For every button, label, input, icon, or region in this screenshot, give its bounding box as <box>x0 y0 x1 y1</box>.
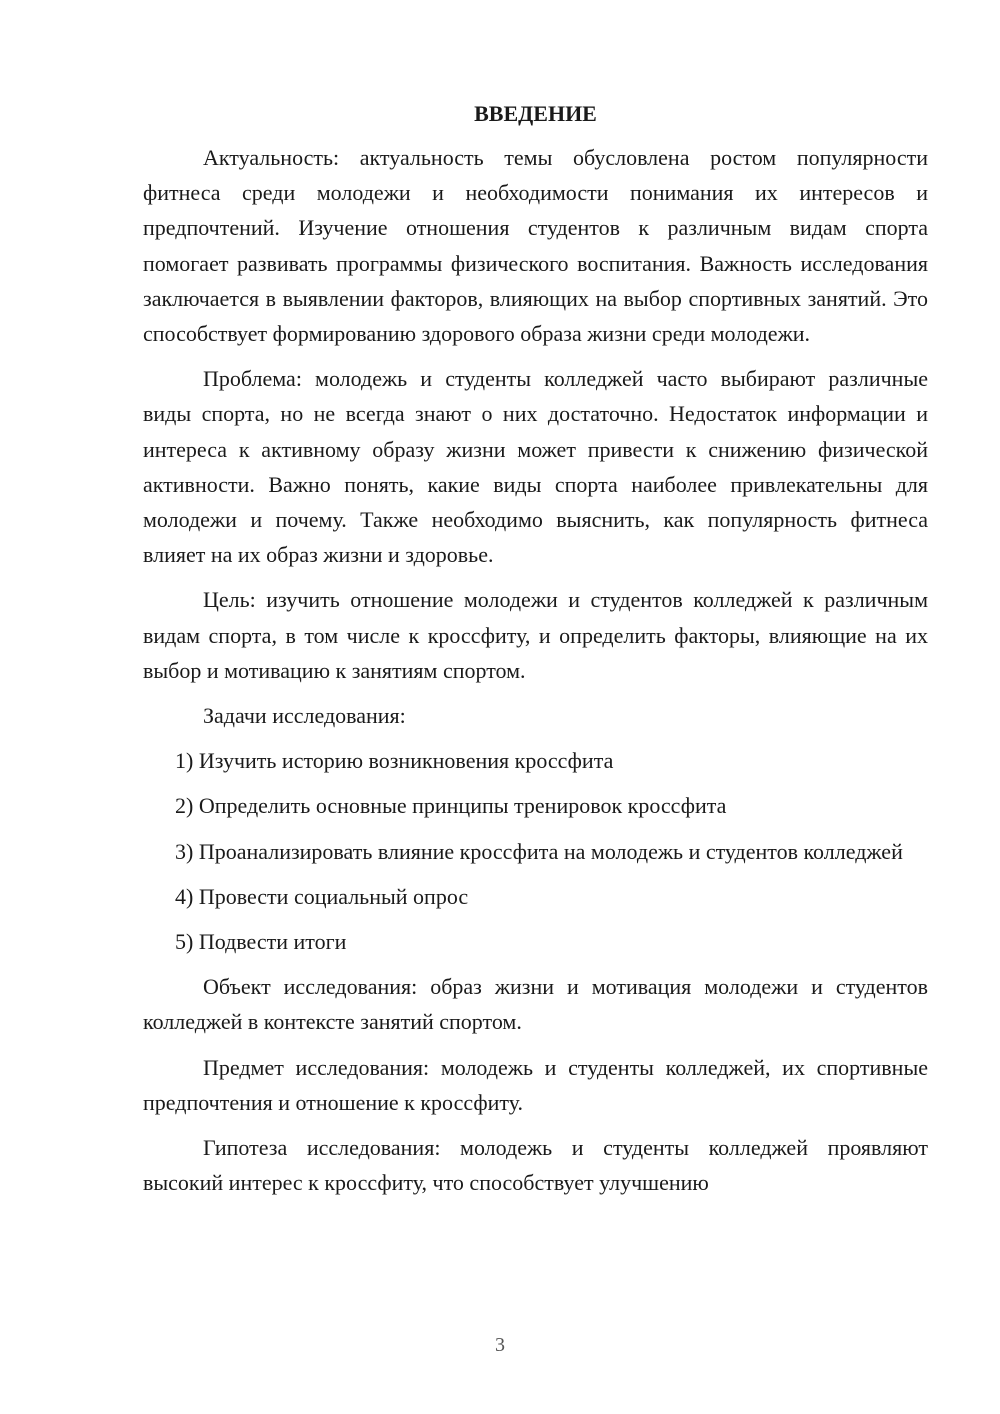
task-item-2: 2) Определить основные принципы тренировок кроссфита <box>175 793 727 819</box>
paragraph-object: Объект исследования: образ жизни и мотивация молодежи и студентов колледжей в контексте занятий спортом. <box>143 974 928 1035</box>
paragraph-hypothesis: Гипотеза исследования: молодежь и студенты колледжей проявляют высокий интерес к кроссфиту, что способствует улучшению <box>143 1135 928 1196</box>
task-item-4: 4) Провести социальный опрос <box>175 883 469 909</box>
tasks-list <box>143 743 928 959</box>
paragraph-subject: Предмет исследования: молодежь и студенты колледжей, их спортивные предпочтения и отношение к кроссфиту. <box>143 1054 928 1115</box>
page-number: 3 <box>495 1334 505 1356</box>
task-item-1: 1) Изучить историю возникновения кроссфита <box>175 748 614 774</box>
page-content <box>143 96 928 1210</box>
task-item-5: 5) Подвести итоги <box>175 929 347 955</box>
tasks-title: Задачи исследования: <box>203 703 406 729</box>
section-heading: ВВЕДЕНИЕ <box>474 101 597 126</box>
paragraph-relevance: Актуальность: актуальность темы обусловлена ростом популярности фитнеса среди молодежи и необходимости понимания их интересов и предпочтений. Изучение отношения студентов к различным видам спорта помогает развивать программы физического воспитания. Важность исследования заключается в выявлении факторов, влияющих на выбор спортивных занятий. Это способствует формированию здорового образа жизни среди молодежи. <box>143 145 928 347</box>
task-item-3: 3) Проанализировать влияние кроссфита на молодежь и студентов колледжей <box>175 838 903 864</box>
paragraph-goal: Цель: изучить отношение молодежи и студентов колледжей к различным видам спорта, в том числе к кроссфиту, и определить факторы, влияющие на их выбор и мотивацию к занятиям спортом. <box>143 587 928 683</box>
paragraph-problem: Проблема: молодежь и студенты колледжей часто выбирают различные виды спорта, но не всегда знают о них достаточно. Недостаток информации и интереса к активному образу жизни может привести к снижению физической активности. Важно понять, какие виды спорта наиболее привлекательны для молодежи и почему. Также необходимо выяснить, как популярность фитнеса влияет на их образ жизни и здоровье. <box>143 366 928 568</box>
